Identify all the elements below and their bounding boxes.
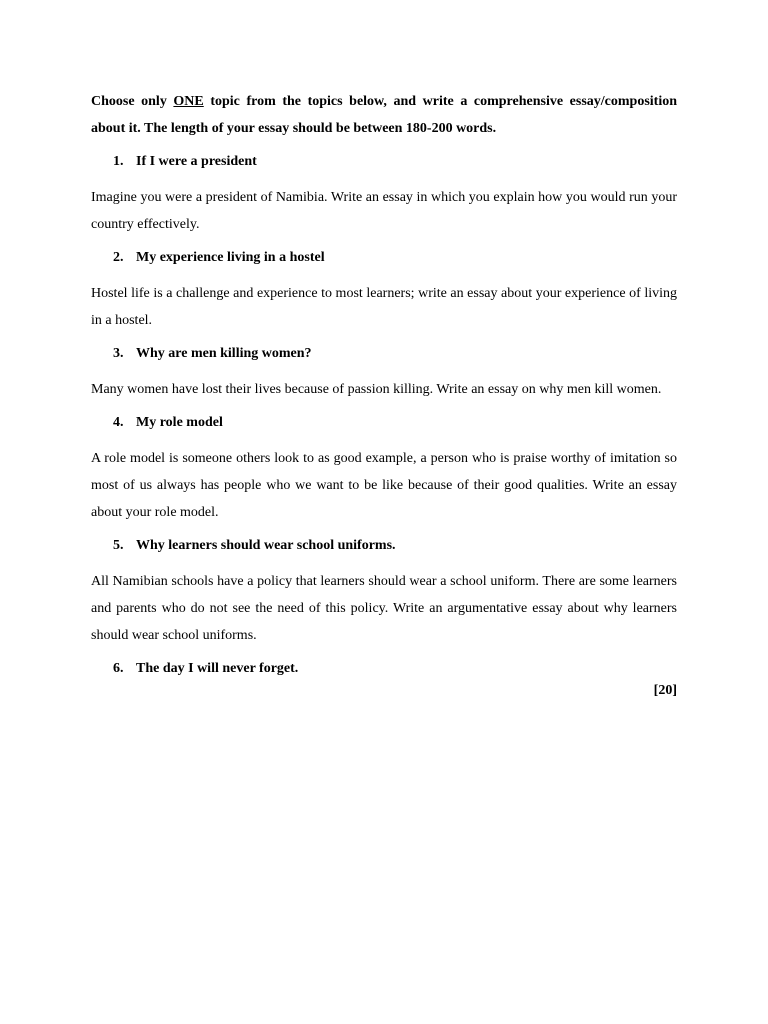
topic-1-prompt: Imagine you were a president of Namibia. Write an essay in which you explain how you would run your country effectively.: [91, 190, 677, 232]
topic-title: Why learners should wear school uniforms.: [136, 538, 396, 553]
topic-4-heading: [91, 413, 677, 433]
topic-4-prompt: A role model is someone others look to as good example, a person who is praise worthy of imitation so most of us always has people who we want to be like because of their good qualities. Write an essay about your role model.: [91, 451, 677, 520]
topic-number: 5.: [113, 538, 124, 553]
topic-5-prompt: All Namibian schools have a policy that learners should wear a school uniform. There are some learners and parents who do not see the need of this policy. Write an argumentative essay about why learners should wear school uniforms.: [91, 574, 677, 643]
topic-title: My experience living in a hostel: [136, 250, 325, 265]
topic-3-prompt: Many women have lost their lives because of passion killing. Write an essay on why men kill women.: [91, 382, 662, 397]
topic-number: 1.: [113, 154, 124, 169]
topic-title: If I were a president: [136, 154, 257, 169]
topic-number: 3.: [113, 346, 124, 361]
topic-number: 6.: [113, 661, 124, 676]
topic-6-heading: [91, 659, 677, 679]
topic-1-heading: [91, 152, 677, 172]
topic-number: 2.: [113, 250, 124, 265]
instructions-part1: Choose only: [91, 94, 174, 109]
topic-2-heading: [91, 248, 677, 268]
essay-question-page: [91, 88, 677, 701]
topic-2-prompt: Hostel life is a challenge and experience to most learners; write an essay about your experience of living in a hostel.: [91, 286, 677, 328]
topic-5-heading: [91, 536, 677, 556]
topic-number: 4.: [113, 415, 124, 430]
instructions: [91, 88, 677, 142]
topic-title: Why are men killing women?: [136, 346, 312, 361]
topic-title: The day I will never forget.: [136, 661, 299, 676]
instructions-part2: topic from the topics below, and write a comprehensive essay/composition about it. The length of your essay should be between 180-200 words.: [91, 94, 677, 136]
topic-3-heading: [91, 344, 677, 364]
total-marks: [20]: [653, 683, 677, 698]
topic-title: My role model: [136, 415, 223, 430]
instructions-emphasis: ONE: [173, 94, 204, 109]
